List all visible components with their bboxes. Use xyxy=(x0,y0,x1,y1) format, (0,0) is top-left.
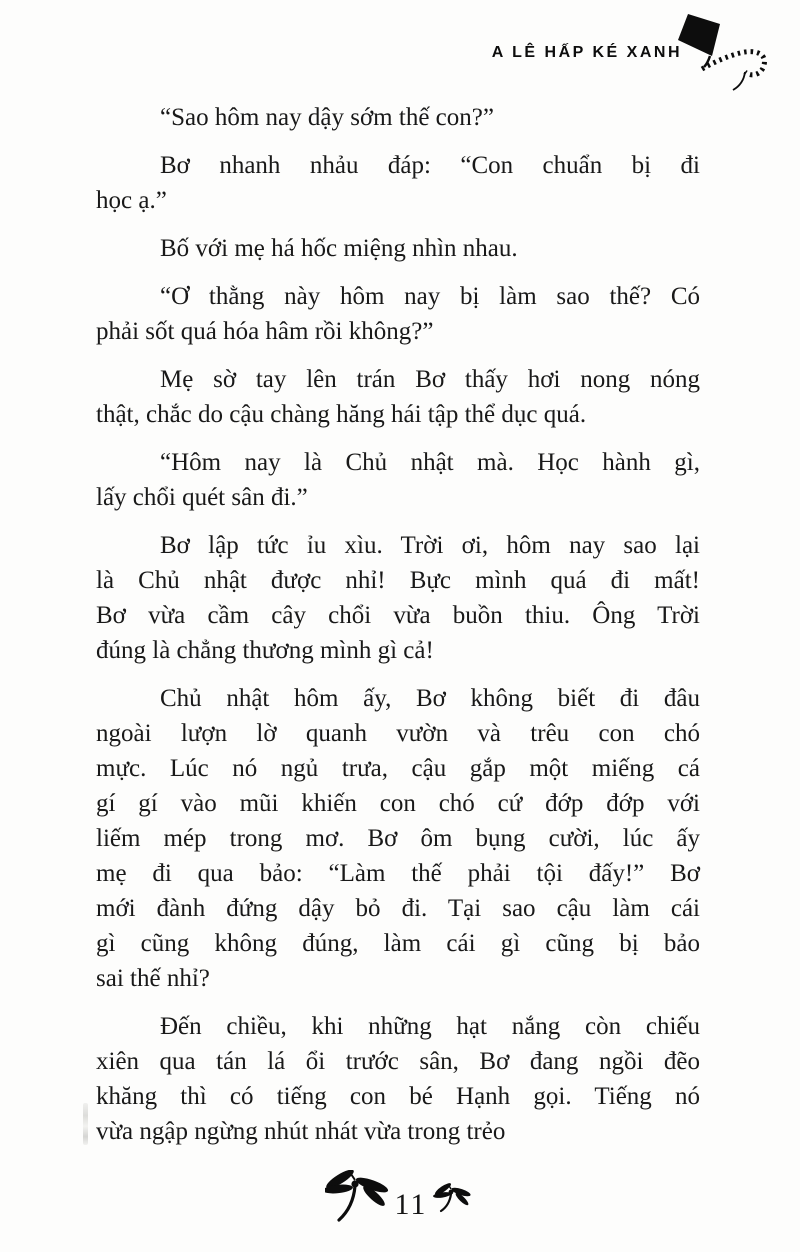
kite-icon xyxy=(674,12,774,98)
page-number: 11 xyxy=(394,1188,428,1221)
text-line: Bơ lập tức ỉu xìu. Trời ơi, hôm nay sao lại xyxy=(160,532,700,559)
page-footer xyxy=(0,1170,800,1224)
text-line: gí gí vào mũi khiến con chó cứ đớp đớp với xyxy=(96,790,700,817)
text-line: lấy chổi quét sân đi.” xyxy=(96,484,308,511)
text-line: xiên qua tán lá ổi trước sân, Bơ đang ngồi đẽo xyxy=(96,1048,700,1075)
text-line: Đến chiều, khi những hạt nắng còn chiếu xyxy=(160,1013,700,1040)
text-line: mực. Lúc nó ngủ trưa, cậu gắp một miếng cá xyxy=(96,755,700,782)
text-line: ngoài lượn lờ quanh vườn và trêu con chó xyxy=(96,720,700,747)
text-line: Mẹ sờ tay lên trán Bơ thấy hơi nong nóng xyxy=(160,366,700,393)
text-line: gì cũng không đúng, làm cái gì cũng bị bảo xyxy=(96,930,700,957)
paragraph xyxy=(96,362,700,432)
text-line: Bố với mẹ há hốc miệng nhìn nhau. xyxy=(160,235,518,262)
text-line: đúng là chẳng thương mình gì cả! xyxy=(96,637,434,664)
text-line: học ạ.” xyxy=(96,187,167,214)
text-line: vừa ngập ngừng nhút nhát vừa trong trẻo xyxy=(96,1118,506,1145)
paragraph xyxy=(96,148,700,218)
text-line: Chủ nhật hôm ấy, Bơ không biết đi đâu xyxy=(160,685,700,712)
text-line: “Ơ thằng này hôm nay bị làm sao thế? Có xyxy=(160,283,700,310)
page-body xyxy=(96,100,700,1162)
text-line: Bơ nhanh nhảu đáp: “Con chuẩn bị đi xyxy=(160,152,700,179)
text-line: là Chủ nhật được nhỉ! Bực mình quá đi mất! xyxy=(96,567,700,594)
text-line: liếm mép trong mơ. Bơ ôm bụng cười, lúc ấy xyxy=(96,825,700,852)
text-line: phải sốt quá hóa hâm rồi không?” xyxy=(96,318,434,345)
text-line: mẹ đi qua bảo: “Làm thế phải tội đấy!” Bơ xyxy=(96,860,700,887)
paragraph xyxy=(96,231,700,266)
dragonfly-small-icon xyxy=(433,1182,475,1214)
text-line: sai thế nhỉ? xyxy=(96,965,210,992)
scan-artifact xyxy=(83,1103,88,1145)
text-line: “Hôm nay là Chủ nhật mà. Học hành gì, xyxy=(160,449,700,476)
text-line: thật, chắc do cậu chàng hăng hái tập thể dục quá. xyxy=(96,401,587,428)
text-line: Bơ vừa cầm cây chổi vừa buồn thiu. Ông Trời xyxy=(96,602,700,629)
paragraph xyxy=(96,100,700,135)
paragraph xyxy=(96,528,700,668)
text-line: khăng thì có tiếng con bé Hạnh gọi. Tiếng nó xyxy=(96,1083,700,1110)
text-line: “Sao hôm nay dậy sớm thế con?” xyxy=(160,104,494,131)
text-line: mới đành đứng dậy bỏ đi. Tại sao cậu làm cái xyxy=(96,895,700,922)
paragraph xyxy=(96,681,700,996)
paragraph xyxy=(96,279,700,349)
paragraph xyxy=(96,445,700,515)
paragraph xyxy=(96,1009,700,1149)
dragonfly-large-icon xyxy=(325,1170,397,1224)
running-head-title: A LÊ HẤP KÉ XANH xyxy=(491,44,682,61)
